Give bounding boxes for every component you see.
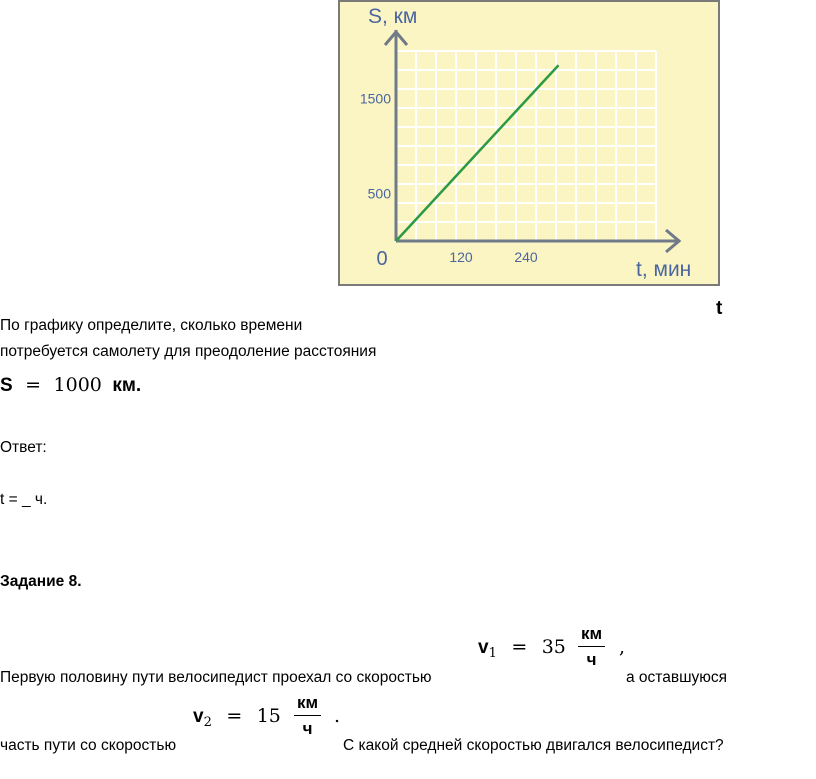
velocity-1-formula (478, 636, 566, 660)
stray-t-label: t (716, 298, 723, 319)
x-axis-label: t, мин (636, 258, 692, 281)
v2-subscript: 2 (203, 715, 212, 731)
task-8-line-1-end: а оставшуюся (626, 669, 728, 686)
v1-unit-fraction (578, 624, 605, 670)
y-tick-label: 1500 (359, 90, 391, 107)
v2-unit-fraction (294, 693, 321, 739)
v1-equals: = (511, 636, 528, 658)
formula-variable: S (0, 375, 13, 396)
v1-value: 35 (541, 636, 566, 658)
answer-line: t = _ ч. (0, 491, 48, 508)
formula-unit: км. (112, 375, 142, 396)
v2-variable: v (193, 706, 204, 727)
v2-unit-denominator: ч (302, 719, 313, 738)
v1-variable: v (478, 637, 489, 658)
v2-equals: = (226, 705, 243, 727)
v2-unit-numerator: км (297, 693, 319, 712)
y-axis-label: S, км (368, 5, 418, 28)
formula-value: 1000 (53, 374, 102, 396)
x-tick-label: 240 (514, 249, 538, 265)
v1-comma: , (619, 636, 626, 658)
y-tick-label: 500 (367, 185, 391, 202)
task-8-line-2: часть пути со скоростью (0, 737, 177, 754)
v1-unit-denominator: ч (586, 650, 597, 669)
question-line-1: По графику определите, сколько времени (0, 317, 303, 334)
v2-period: . (334, 705, 341, 727)
distance-time-chart (338, 0, 720, 286)
v1-subscript: 1 (488, 646, 497, 662)
task-8-line-1: Первую половину пути велосипедист проехал со скоростью (0, 669, 432, 686)
x-tick-label: 120 (449, 249, 473, 265)
v2-value: 15 (256, 705, 281, 727)
formula-equals: = (25, 374, 42, 396)
task-8-title: Задание 8. (0, 573, 82, 590)
origin-label: 0 (376, 248, 388, 270)
answer-label: Ответ: (0, 439, 47, 456)
chart-svg (338, 0, 720, 286)
v1-unit-numerator: км (581, 624, 603, 643)
question-line-2: потребуется самолету для преодоление расстояния (0, 343, 377, 360)
distance-formula (0, 374, 141, 398)
velocity-2-formula (193, 705, 281, 729)
task-8-line-2-end: С какой средней скоростью двигался велосипедист? (343, 737, 724, 754)
